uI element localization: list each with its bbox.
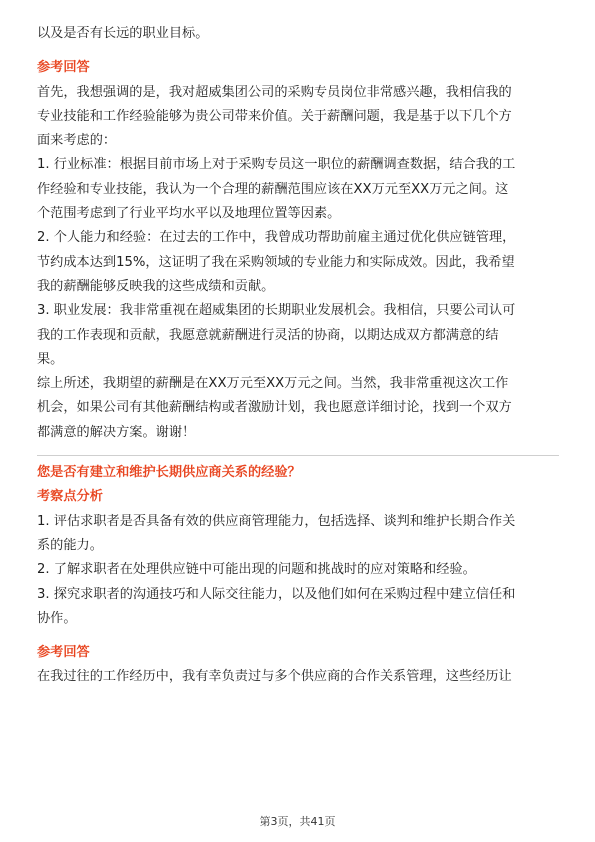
answer-line: 机会，如果公司有其他薪酬结构或者激励计划，我也愿意详细讨论，找到一个双方 bbox=[37, 400, 512, 416]
answer-heading: 参考回答 bbox=[37, 60, 90, 76]
spacer bbox=[37, 631, 559, 641]
analysis-line: 2. 了解求职者在处理供应链中可能出现的问题和挑战时的应对策略和经验。 bbox=[37, 562, 476, 578]
answer-line: 个范围考虑到了行业平均水平以及地理位置等因素。 bbox=[37, 206, 341, 222]
answer-line: 我的薪酬能够反映我的这些成绩和贡献。 bbox=[37, 278, 275, 294]
answer-line: 3. 职业发展：我非常重视在超威集团的长期职业发展机会。我相信，只要公司认可 bbox=[37, 303, 516, 319]
answer-line: 作经验和专业技能，我认为一个合理的薪酬范围应该在XX万元至XX万元之间。这 bbox=[37, 181, 509, 197]
section-divider bbox=[37, 455, 559, 456]
spacer bbox=[37, 46, 559, 56]
page-content bbox=[37, 22, 559, 690]
analysis-line: 系的能力。 bbox=[37, 537, 103, 553]
answer-line: 节约成本达到15%，这证明了我在采购领域的专业能力和实际成效。因此，我希望 bbox=[37, 254, 515, 270]
answer-heading: 参考回答 bbox=[37, 645, 90, 661]
answer-line: 2. 个人能力和经验：在过去的工作中，我曾成功帮助前雇主通过优化供应链管理， bbox=[37, 230, 516, 246]
answer-body bbox=[37, 81, 559, 445]
answer-line: 我的工作表现和贡献，我愿意就薪酬进行灵活的协商，以期达成双方都满意的结 bbox=[37, 327, 499, 343]
analysis-line: 3. 探究求职者的沟通技巧和人际交往能力，以及他们如何在采购过程中建立信任和 bbox=[37, 586, 516, 602]
answer-line: 都满意的解决方案。谢谢！ bbox=[37, 424, 196, 440]
answer-line: 专业技能和工作经验能够为贵公司带来价值。关于薪酬问题，我是基于以下几个方 bbox=[37, 108, 512, 124]
analysis-line: 协作。 bbox=[37, 610, 77, 626]
analysis-heading: 考察点分析 bbox=[37, 489, 103, 505]
answer-line: 1. 行业标准：根据目前市场上对于采购专员这一职位的薪酬调查数据，结合我的工 bbox=[37, 157, 516, 173]
page-number: 第3页，共41页 bbox=[259, 815, 336, 828]
intro-tail-text: 以及是否有长远的职业目标。 bbox=[37, 26, 209, 41]
question-title: 您是否有建立和维护长期供应商关系的经验？ bbox=[37, 465, 301, 481]
answer-body bbox=[37, 665, 559, 689]
answer-line: 在我过往的工作经历中，我有幸负责过与多个供应商的合作关系管理，这些经历让 bbox=[37, 669, 512, 685]
answer-line: 果。 bbox=[37, 351, 64, 367]
analysis-line: 1. 评估求职者是否具备有效的供应商管理能力，包括选择、谈判和维护长期合作关 bbox=[37, 513, 516, 529]
analysis-body bbox=[37, 510, 559, 631]
answer-line: 面来考虑的： bbox=[37, 133, 117, 149]
answer-line: 综上所述，我期望的薪酬是在XX万元至XX万元之间。当然，我非常重视这次工作 bbox=[37, 376, 509, 392]
answer-line: 首先，我想强调的是，我对超威集团公司的采购专员岗位非常感兴趣，我相信我的 bbox=[37, 84, 512, 100]
